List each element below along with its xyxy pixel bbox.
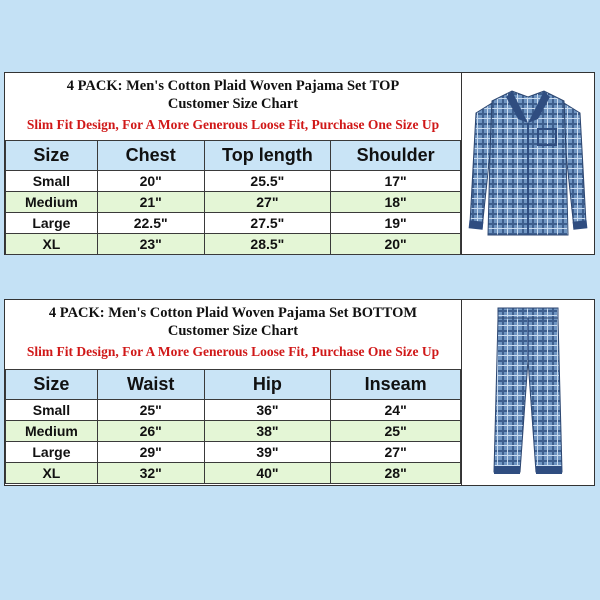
cell-shoulder: 17" [331, 171, 461, 192]
pajama-top-icon [462, 73, 594, 254]
table-row [6, 400, 461, 421]
table-row [6, 442, 461, 463]
bottom-chart-fit-note: Slim Fit Design, For A More Generous Loose Fit, Purchase One Size Up [26, 344, 440, 359]
bottom-size-table [5, 369, 461, 484]
header-chest: Chest [97, 141, 204, 171]
header-size: Size [6, 370, 98, 400]
header-shoulder: Shoulder [331, 141, 461, 171]
cell-size: Medium [6, 421, 98, 442]
cell-waist: 25" [97, 400, 204, 421]
top-chart-fit-note: Slim Fit Design, For A More Generous Loose Fit, Purchase One Size Up [26, 117, 440, 132]
cell-top-length: 25.5" [204, 171, 331, 192]
cell-inseam: 24" [331, 400, 461, 421]
header-inseam: Inseam [331, 370, 461, 400]
cell-top-length: 28.5" [204, 234, 331, 255]
cell-hip: 38" [204, 421, 331, 442]
bottom-chart-subtitle: Customer Size Chart [167, 323, 299, 339]
table-header-row [6, 370, 461, 400]
cell-inseam: 28" [331, 463, 461, 484]
cell-inseam: 25" [331, 421, 461, 442]
cell-chest: 23" [97, 234, 204, 255]
table-row [6, 213, 461, 234]
cell-size: Medium [6, 192, 98, 213]
header-waist: Waist [97, 370, 204, 400]
cell-waist: 29" [97, 442, 204, 463]
table-row [6, 234, 461, 255]
cell-top-length: 27" [204, 192, 331, 213]
bottom-chart-title-block [5, 300, 461, 362]
cell-shoulder: 20" [331, 234, 461, 255]
top-size-table [5, 140, 461, 255]
pajama-pants-image [462, 300, 594, 485]
header-hip: Hip [204, 370, 331, 400]
cell-hip: 39" [204, 442, 331, 463]
table-row [6, 171, 461, 192]
cell-chest: 21" [97, 192, 204, 213]
top-size-chart-panel [4, 72, 595, 255]
top-chart-title: 4 PACK: Men's Cotton Plaid Woven Pajama Set TOP [66, 78, 400, 94]
pajama-top-image [462, 73, 594, 254]
cell-hip: 40" [204, 463, 331, 484]
table-row [6, 192, 461, 213]
pajama-pants-icon [462, 300, 594, 485]
cell-size: XL [6, 234, 98, 255]
cell-hip: 36" [204, 400, 331, 421]
cell-chest: 22.5" [97, 213, 204, 234]
cell-size: Small [6, 400, 98, 421]
table-row [6, 421, 461, 442]
cell-size: Small [6, 171, 98, 192]
table-row [6, 463, 461, 484]
bottom-chart-title: 4 PACK: Men's Cotton Plaid Woven Pajama Set BOTTOM [48, 305, 418, 321]
cell-size: XL [6, 463, 98, 484]
table-header-row [6, 141, 461, 171]
cell-inseam: 27" [331, 442, 461, 463]
cell-shoulder: 18" [331, 192, 461, 213]
cell-chest: 20" [97, 171, 204, 192]
header-top-length: Top length [204, 141, 331, 171]
bottom-size-chart-panel [4, 299, 595, 486]
top-chart-title-block [5, 73, 461, 135]
cell-size: Large [6, 213, 98, 234]
header-size: Size [6, 141, 98, 171]
cell-waist: 26" [97, 421, 204, 442]
top-chart-subtitle: Customer Size Chart [167, 96, 299, 112]
cell-size: Large [6, 442, 98, 463]
cell-waist: 32" [97, 463, 204, 484]
cell-top-length: 27.5" [204, 213, 331, 234]
cell-shoulder: 19" [331, 213, 461, 234]
